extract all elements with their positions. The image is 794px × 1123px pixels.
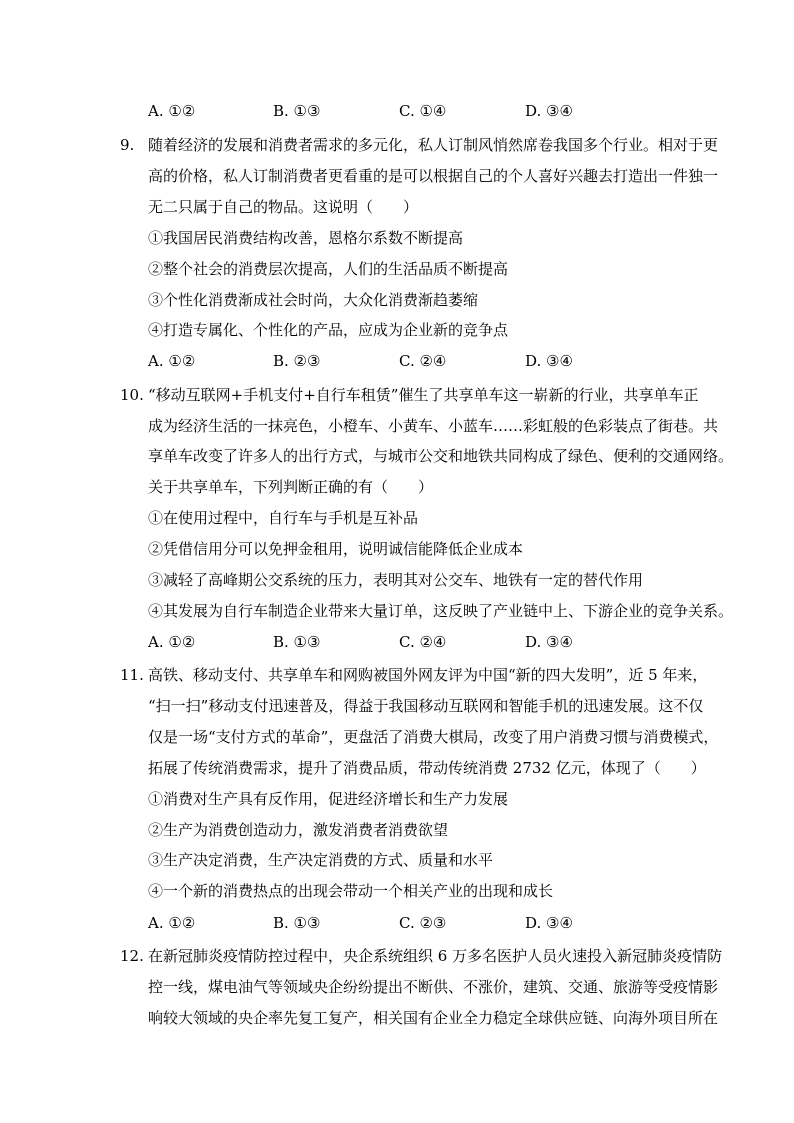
question-stem-line: “扫一扫”移动支付迅速普及，得益于我国移动互联网和智能手机的迅速发展。这不仅: [148, 697, 704, 715]
question-stem-line: 随着经济的发展和消费者需求的多元化，私人订制风悄然席卷我国多个行业。相对于更: [148, 136, 719, 154]
option-c[interactable]: C. ②④: [399, 352, 447, 370]
question-stem-line: “移动互联网+手机支付+自行车租赁”催生了共享单车这一崭新的行业，共享单车正: [148, 386, 699, 404]
question-stem-line: 拓展了传统消费需求，提升了消费品质，带动传统消费 2732 亿元，体现了（ ）: [148, 759, 706, 777]
statement-item: ①我国居民消费结构改善，恩格尔系数不断提高: [148, 229, 464, 247]
question-stem-line: 在新冠肺炎疫情防控过程中，央企系统组织 6 万多名医护人员火速投入新冠肺炎疫情防: [148, 947, 723, 965]
option-d[interactable]: D. ③④: [525, 914, 573, 932]
statement-item: ①消费对生产具有反作用，促进经济增长和生产力发展: [148, 790, 509, 808]
question-stem-line: 高的价格，私人订制消费者更看重的是可以根据自己的个人喜好兴趣去打造出一件独一: [148, 167, 719, 185]
option-b[interactable]: B. ②③: [273, 352, 321, 370]
option-a[interactable]: A. ①②: [148, 914, 196, 932]
question-stem-line: 控一线，煤电油气等领域央企纷纷提出不断供、不涨价，建筑、交通、旅游等受疫情影: [148, 978, 719, 996]
options-row: [148, 913, 628, 933]
statement-item: ②凭借信用分可以免押金租用，说明诚信能降低企业成本: [148, 540, 524, 558]
top-options-row: [148, 101, 628, 121]
statement-item: ③生产决定消费，生产决定消费的方式、质量和水平: [148, 851, 494, 869]
option-d[interactable]: D. ③④: [525, 633, 573, 651]
option-c[interactable]: C. ②③: [399, 914, 447, 932]
option-a[interactable]: A. ①②: [148, 352, 196, 370]
question-stem-line: 仅是一场“支付方式的革命”，更盘活了消费大棋局，改变了用户消费习惯与消费模式，: [148, 728, 719, 746]
options-row: [148, 351, 628, 371]
option-b[interactable]: B. ①③: [273, 914, 321, 932]
options-row: [148, 632, 628, 652]
question-number: 10.: [120, 386, 144, 404]
question-stem-line: 关于共享单车，下列判断正确的有（ ）: [148, 478, 434, 496]
statement-item: ②整个社会的消费层次提高，人们的生活品质不断提高: [148, 260, 509, 278]
option-b[interactable]: B. ①③: [273, 102, 321, 120]
statement-item: ④打造专属化、个性化的产品，应成为企业新的竞争点: [148, 321, 509, 339]
option-d[interactable]: D. ③④: [525, 102, 573, 120]
option-d[interactable]: D. ③④: [525, 352, 573, 370]
statement-item: ③减轻了高峰期公交系统的压力，表明其对公交车、地铁有一定的替代作用: [148, 571, 644, 589]
option-c[interactable]: C. ①④: [399, 102, 447, 120]
statement-item: ①在使用过程中，自行车与手机是互补品: [148, 509, 419, 527]
statement-item: ④其发展为自行车制造企业带来大量订单，这反映了产业链中上、下游企业的竞争关系。: [148, 602, 734, 620]
question-stem-line: 享单车改变了许多人的出行方式，与城市公交和地铁共同构成了绿色、便利的交通网络。: [148, 447, 734, 465]
statement-item: ④一个新的消费热点的出现会带动一个相关产业的出现和成长: [148, 882, 554, 900]
question-number: 12.: [120, 947, 144, 965]
statement-item: ②生产为消费创造动力，激发消费者消费欲望: [148, 821, 449, 839]
option-a[interactable]: A. ①②: [148, 633, 196, 651]
option-c[interactable]: C. ②④: [399, 633, 447, 651]
statement-item: ③个性化消费渐成社会时尚，大众化消费渐趋萎缩: [148, 291, 479, 309]
question-stem-line: 高铁、移动支付、共享单车和网购被国外网友评为中国“新的四大发明”，近 5 年来，: [148, 666, 708, 684]
question-stem-line: 无二只属于自己的物品。这说明（ ）: [148, 198, 419, 216]
question-number: 11.: [120, 666, 144, 684]
option-b[interactable]: B. ①③: [273, 633, 321, 651]
option-a[interactable]: A. ①②: [148, 102, 196, 120]
question-stem-line: 成为经济生活的一抹亮色，小橙车、小黄车、小蓝车……彩虹般的色彩装点了街巷。共: [148, 417, 719, 435]
question-number: 9.: [120, 136, 135, 154]
question-stem-line: 响较大领域的央企率先复工复产，相关国有企业全力稳定全球供应链、向海外项目所在: [148, 1009, 719, 1027]
